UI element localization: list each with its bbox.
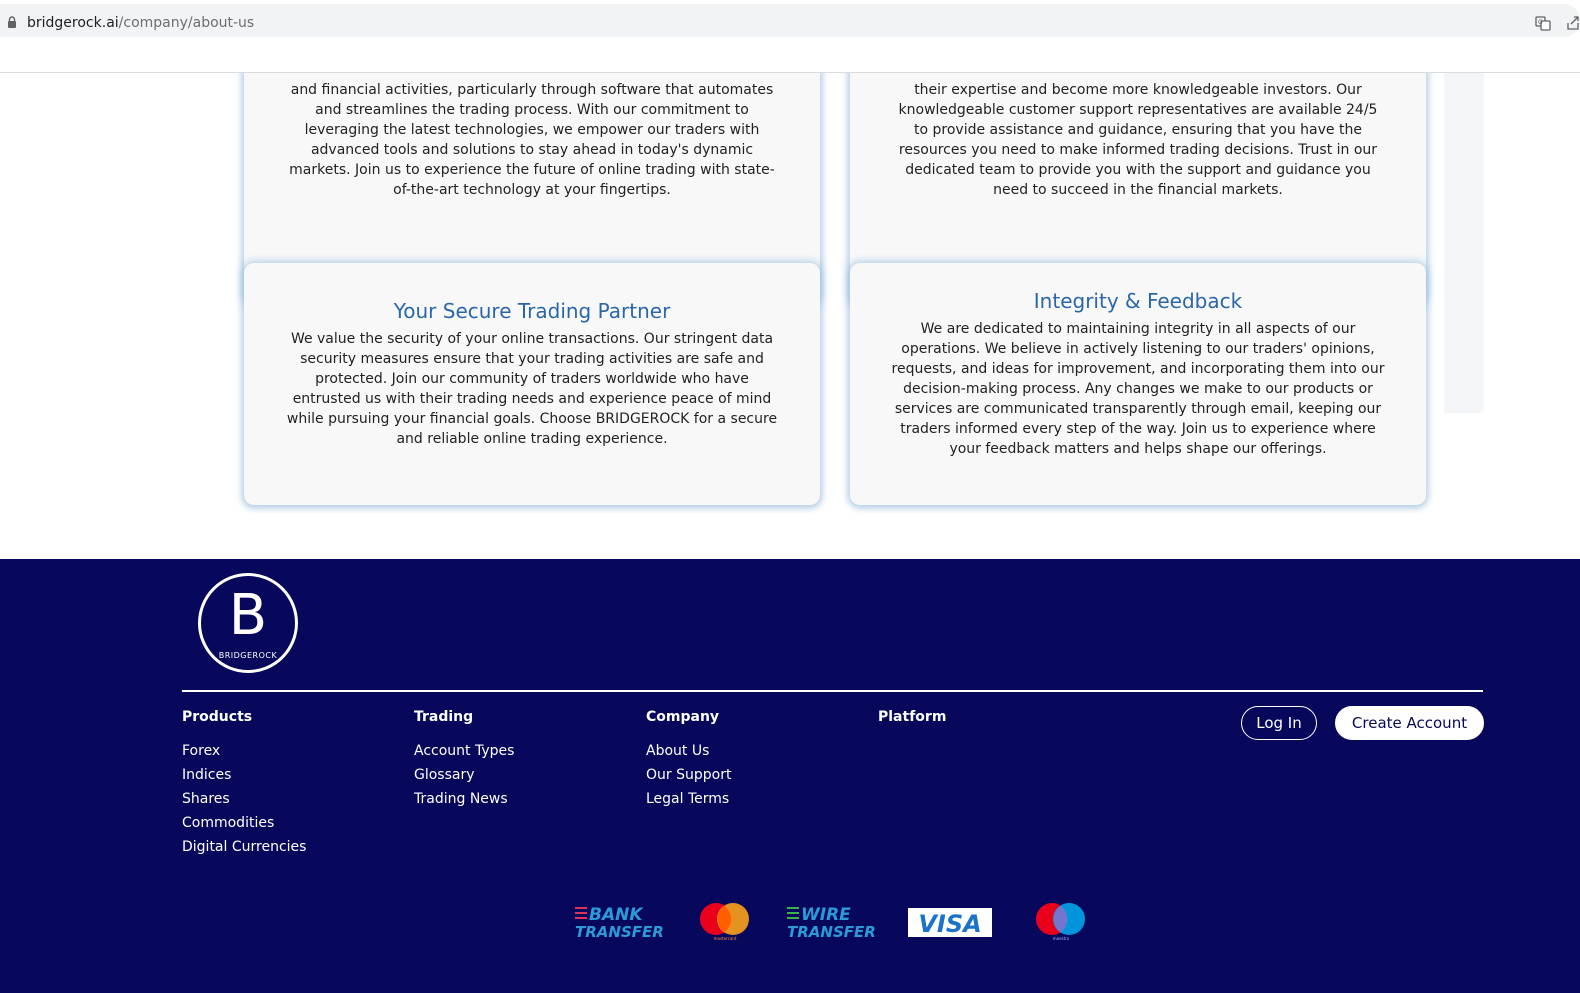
- footer-link-our-support[interactable]: Our Support: [646, 767, 732, 783]
- text-line: operations. We believe in actively listening to our traders' opinions,: [901, 341, 1375, 357]
- text-line: need to succeed in the financial markets.: [993, 182, 1283, 198]
- text-line: and streamlines the trading process. With our commitment to: [315, 102, 749, 118]
- background-watermark: [1444, 73, 1484, 413]
- login-button[interactable]: Log In: [1241, 706, 1317, 740]
- url-text[interactable]: [27, 15, 254, 31]
- bridgerock-logo[interactable]: [198, 573, 298, 673]
- footer-link-indices[interactable]: Indices: [182, 767, 232, 783]
- footer-column-company: [646, 709, 731, 811]
- text-line: while pursuing your financial goals. Choose BRIDGEROCK for a secure: [286, 411, 778, 427]
- bank-transfer-bottom-text: TRANSFER: [575, 923, 664, 941]
- footer-column-platform: [878, 709, 946, 739]
- text-line: protected. Join our community of traders worldwide who have: [315, 371, 749, 387]
- text-line: knowledgeable customer support representatives are available 24/5: [898, 102, 1378, 118]
- about-content: [0, 73, 1580, 559]
- column-heading: Products: [182, 709, 253, 725]
- text-line: security measures ensure that your trading activities are safe and: [300, 351, 764, 367]
- text-line: advanced tools and solutions to stay ahead in today's dynamic: [310, 142, 754, 158]
- text-line: dedicated team to provide you with the support and guidance you: [905, 162, 1371, 178]
- text-line: decision-making process. Any changes we make to our products or: [903, 381, 1373, 397]
- card-integrity-feedback: [850, 263, 1426, 505]
- card-technology-text: [244, 80, 820, 200]
- mastercard-logo: [699, 902, 751, 942]
- card-title: Your Secure Trading Partner: [393, 299, 671, 323]
- footer-link-forex[interactable]: Forex: [182, 743, 221, 759]
- text-line: We are dedicated to maintaining integrity in all aspects of our: [920, 321, 1356, 337]
- url-path: /company/about-us: [118, 15, 255, 31]
- logo-letter: B: [228, 583, 268, 648]
- url-domain: bridgerock.ai: [27, 15, 119, 31]
- mastercard-caption: mastercard: [713, 936, 737, 941]
- wire-transfer-bottom-text: TRANSFER: [787, 923, 876, 941]
- logo-wordmark: BRIDGEROCK: [218, 651, 278, 660]
- maestro-caption: maestro: [1052, 936, 1070, 941]
- footer-link-digital-currencies[interactable]: Digital Currencies: [182, 839, 307, 855]
- text-line: and reliable online trading experience.: [396, 431, 668, 447]
- text-line: resources you need to make informed trading decisions. Trust in our: [898, 142, 1378, 158]
- footer-divider: [182, 690, 1483, 692]
- text-line: markets. Join us to experience the future of online trading with state-: [289, 162, 775, 178]
- text-line: We value the security of your online transactions. Our stringent data: [290, 331, 774, 347]
- text-line: traders informed every step of the way. Join us to experience where: [900, 421, 1376, 437]
- card-title: Integrity & Feedback: [1033, 289, 1243, 313]
- footer-link-shares[interactable]: Shares: [182, 791, 230, 807]
- maestro-icon: [1035, 902, 1087, 942]
- wire-transfer-top-text: WIRE: [801, 905, 851, 925]
- text-line: to provide assistance and guidance, ensuring that you have the: [914, 122, 1362, 138]
- bank-transfer-icon: [575, 902, 665, 942]
- create-account-button[interactable]: Create Account: [1335, 706, 1484, 740]
- wire-transfer-icon: [787, 902, 877, 942]
- text-line: of-the-art technology at your fingertips.: [393, 182, 671, 198]
- footer-column-products: [182, 709, 306, 859]
- text-line: requests, and ideas for improvement, and incorporating them into our: [891, 361, 1385, 377]
- text-line: leveraging the latest technologies, we empower our traders with: [304, 122, 760, 138]
- visa-text: VISA: [918, 910, 982, 938]
- card-integrity-text: [850, 319, 1426, 459]
- footer-link-about-us[interactable]: About Us: [646, 743, 710, 759]
- text-line: entrusted us with their trading needs and experience peace of mind: [292, 391, 772, 407]
- card-secure-trading: [244, 263, 820, 505]
- column-heading[interactable]: Platform: [878, 709, 947, 725]
- footer-link-account-types[interactable]: Account Types: [414, 743, 515, 759]
- column-heading: Trading: [414, 709, 474, 725]
- wire-transfer-logo: [787, 902, 877, 942]
- footer-link-commodities[interactable]: Commodities: [182, 815, 275, 831]
- visa-logo: [908, 902, 992, 942]
- footer-link-glossary[interactable]: Glossary: [414, 767, 475, 783]
- site-footer: [0, 559, 1580, 993]
- column-heading: Company: [646, 709, 720, 725]
- lock-icon: [7, 16, 17, 28]
- text-line: and financial activities, particularly through software that automates: [290, 82, 774, 98]
- footer-column-trading: [414, 709, 514, 811]
- svg-text:G: G: [1538, 19, 1543, 26]
- card-secure-text: [244, 329, 820, 449]
- bank-transfer-top-text: BANK: [589, 905, 643, 925]
- maestro-logo: [1035, 902, 1087, 942]
- footer-link-legal-terms[interactable]: Legal Terms: [646, 791, 730, 807]
- share-icon[interactable]: [1565, 15, 1580, 31]
- bank-transfer-logo: [575, 902, 665, 942]
- text-line: their expertise and become more knowledgeable investors. Our: [914, 82, 1362, 98]
- text-line: your feedback matters and helps shape our offerings.: [949, 441, 1327, 457]
- card-support-text: [850, 80, 1426, 200]
- browser-toolbar: [0, 0, 1580, 73]
- address-bar[interactable]: [0, 4, 1580, 37]
- visa-icon: [908, 902, 992, 942]
- mastercard-icon: [699, 902, 751, 942]
- translate-icon[interactable]: [1535, 15, 1551, 31]
- text-line: services are communicated transparently through email, keeping our: [894, 401, 1382, 417]
- footer-link-trading-news[interactable]: Trading News: [414, 791, 508, 807]
